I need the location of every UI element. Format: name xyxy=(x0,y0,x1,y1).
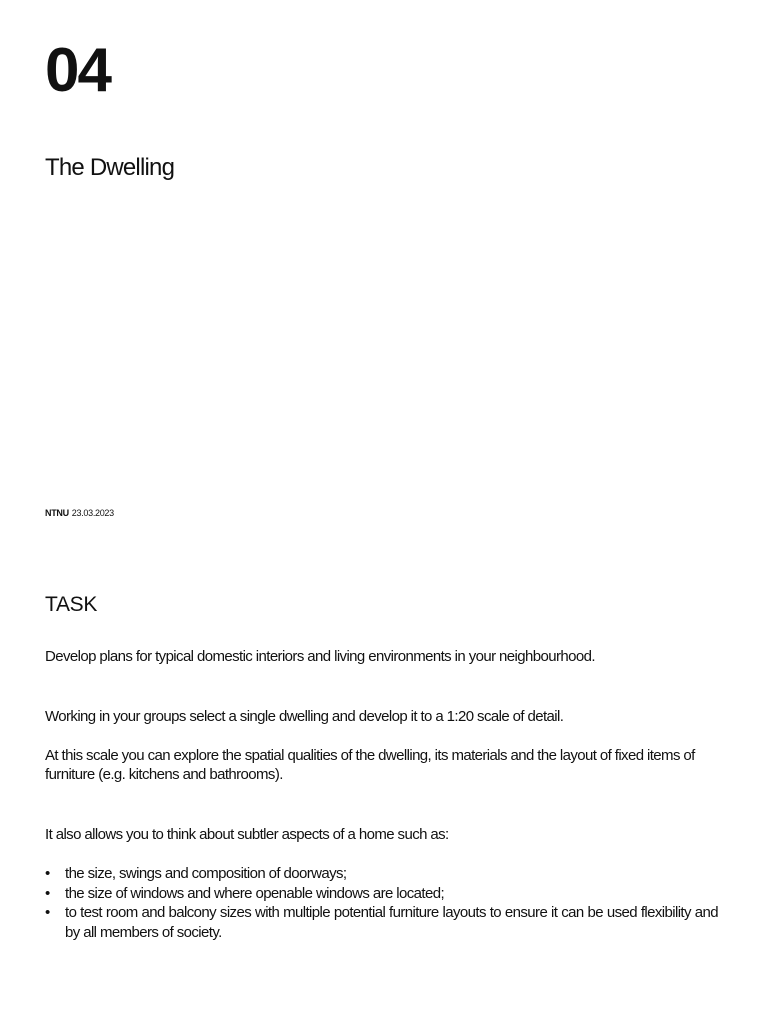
task-paragraph-2: Working in your groups select a single dwelling and develop it to a 1:20 scale of detail. xyxy=(45,708,564,725)
bullet-icon: • xyxy=(45,865,50,882)
section-number: 04 xyxy=(45,36,110,105)
document-meta xyxy=(45,508,114,519)
task-paragraph-1: Develop plans for typical domestic interiors and living environments in your neighbourhood. xyxy=(45,648,595,665)
bullet-icon: • xyxy=(45,884,50,902)
section-title: The Dwelling xyxy=(45,154,175,181)
list-item xyxy=(45,903,718,942)
list-item xyxy=(45,864,718,884)
organization-label: NTNU xyxy=(45,508,69,518)
task-bullet-list xyxy=(45,864,718,942)
list-item-text: the size, swings and composition of doorways; xyxy=(65,865,347,882)
list-item-text: to test room and balcony sizes with multiple potential furniture layouts to ensure it can be used flexibility and by all members of society. xyxy=(65,904,718,941)
bullet-icon: • xyxy=(45,904,50,921)
document-date: 23.03.2023 xyxy=(71,508,114,518)
task-heading: TASK xyxy=(45,593,98,616)
task-paragraph-3: At this scale you can explore the spatial qualities of the dwelling, its materials and the layout of fixed items of furniture (e.g. kitchens and bathrooms). xyxy=(45,747,695,783)
list-item-text: the size of windows and where openable windows are located; xyxy=(65,884,445,902)
list-item xyxy=(45,884,718,904)
task-paragraph-4: It also allows you to think about subtler aspects of a home such as: xyxy=(45,826,449,843)
